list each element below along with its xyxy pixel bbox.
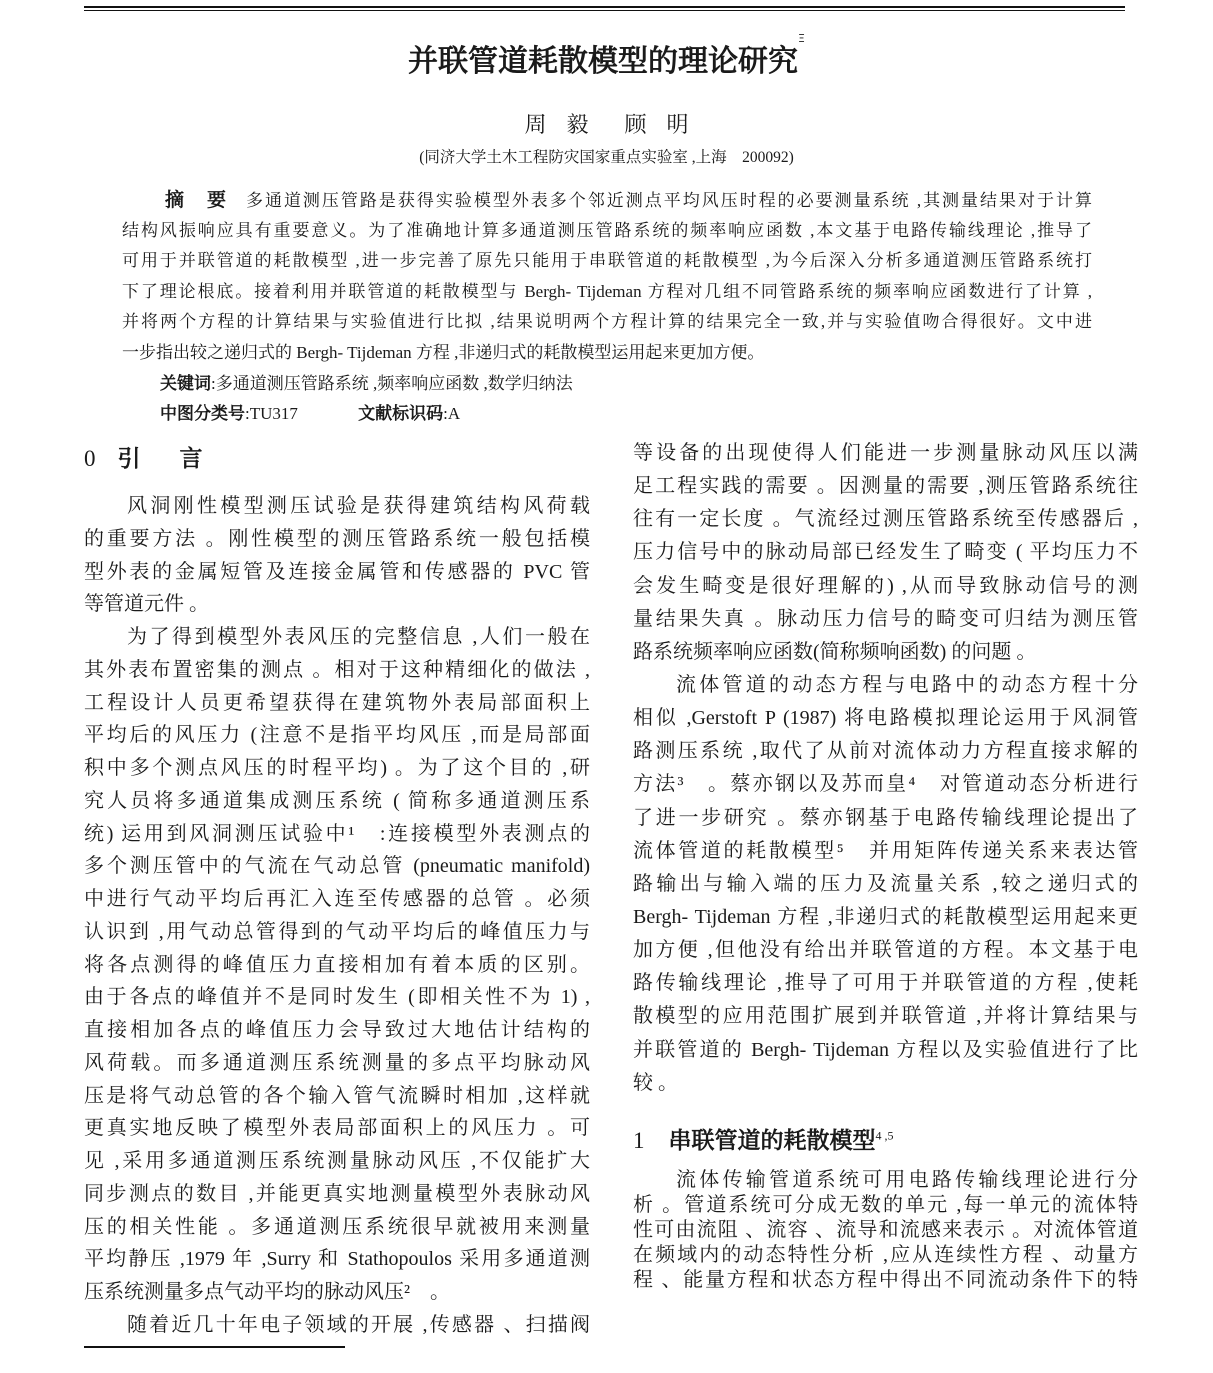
paragraph-line: 析 。管道系统可分成无数的单元 ,每一单元的流体特 bbox=[633, 1194, 1138, 1216]
paragraph-line: 压的相关性能 。多通道测压系统很早就被用来测量 bbox=[84, 1215, 590, 1238]
paragraph-line: 性可由流阻 、流容 、流导和流感来表示 。对流体管道 bbox=[633, 1219, 1138, 1241]
paragraph-line: 积中多个测点风压的时程平均) 。为了这个目的 ,研 bbox=[84, 757, 590, 779]
abstract-line bbox=[122, 185, 1092, 216]
clc-label: 中图分类号 bbox=[160, 403, 245, 424]
paragraph-line: 风荷载。而多通道测压系统测量的多点平均脉动风 bbox=[84, 1051, 590, 1074]
paragraph-line: 方法³ 。蔡亦钢以及苏而皇⁴ 对管道动态分析进行 bbox=[633, 773, 1138, 796]
paragraph-line: 随着近几十年电子领域的开展 ,传感器 、扫描阀 bbox=[127, 1313, 590, 1336]
title-footnote-mark: Ξ bbox=[798, 32, 805, 45]
paragraph-line: 的重要方法 。刚性模型的测压管路系统一般包括模 bbox=[84, 527, 590, 550]
section-refs: 4 ,5 bbox=[875, 1128, 894, 1143]
section-title: 串联管道的耗散模型 bbox=[668, 1128, 876, 1154]
paragraph-line: 加方便 ,但他没有给出并联管道的方程。本文基于电 bbox=[633, 939, 1138, 962]
paragraph-line: 路系统频率响应函数(简称频响函数) 的问题 。 bbox=[633, 640, 1037, 663]
paragraph-line: 路传输线理论 ,推导了可用于并联管道的方程 ,使耗 bbox=[633, 972, 1138, 995]
footnote-rule bbox=[84, 1346, 345, 1348]
paragraph-line: 压是将气动总管的各个输入管气流瞬时相加 ,这样就 bbox=[84, 1084, 590, 1107]
paragraph-line: 同步测点的数目 ,并能更真实地测量模型外表脉动风 bbox=[84, 1182, 590, 1205]
section1-column bbox=[633, 1168, 1138, 1293]
paragraph-line: 并联管道的 Bergh- Tijdeman 方程以及实验值进行了比 bbox=[633, 1038, 1138, 1061]
paragraph-line: 在频域内的动态特性分析 ,应从连续性方程 、动量方 bbox=[633, 1244, 1138, 1266]
author-char: 毅 bbox=[566, 112, 589, 137]
paragraph-line: 中进行气动平均后再汇入连至传感器的总管 。必须 bbox=[84, 888, 590, 910]
section-heading-0 bbox=[84, 440, 211, 473]
paragraph-line: 路测压系统 ,取代了从前对流体动力方程直接求解的 bbox=[633, 740, 1138, 763]
abstract-line: 下了理论根底。接着利用并联管道的耗散模型与 Bergh- Tijdeman 方程对几组不同管路系统的频率响应函数进行了计算 , bbox=[122, 281, 1092, 301]
paragraph-line: 为了得到模型外表风压的完整信息 ,人们一般在 bbox=[127, 626, 590, 648]
paragraph-line: 由于各点的峰值并不是同时发生 (即相关性不为 1) , bbox=[84, 986, 590, 1009]
doc-code-value: :A bbox=[443, 403, 461, 423]
paragraph-line: 足工程实践的需要 。因测量的需要 ,测压管路系统往 bbox=[633, 475, 1138, 498]
paragraph-line: 路输出与输入端的压力及流量关系 ,较之递归式的 bbox=[633, 872, 1138, 895]
abstract-text: 多通道测压管路是获得实验模型外表多个邻近测点平均风压时程的必要测量系统 ,其测量结果对于计算 bbox=[245, 191, 1092, 210]
paragraph-line: 风洞刚性模型测压试验是获得建筑结构风荷载 bbox=[127, 495, 590, 517]
paragraph-line: 型外表的金属短管及连接金属管和传感器的 PVC 管 bbox=[84, 560, 590, 583]
abstract-line: 结构风振响应具有重要意义。为了准确地计算多通道测压管路系统的频率响应函数 ,本文基于电路传输线理论 ,推导了 bbox=[122, 220, 1092, 240]
paragraph-line: 散模型的应用范围扩展到并联管道 ,并将计算结果与 bbox=[633, 1005, 1138, 1028]
paragraph-line: 见 ,采用多通道测压系统测量脉动风压 ,不仅能扩大 bbox=[84, 1150, 590, 1172]
abstract-line: 可用于并联管道的耗散模型 ,进一步完善了原先只能用于串联管道的耗散模型 ,为今后深入分析多通道测压管路系统打 bbox=[122, 251, 1092, 271]
keywords bbox=[122, 369, 1092, 399]
section-heading-1 bbox=[633, 1122, 894, 1155]
author-char: 明 bbox=[666, 112, 689, 137]
paper-title bbox=[0, 32, 1213, 80]
paragraph-line: 会发生畸变是很好理解的) ,从而导致脉动信号的测 bbox=[633, 574, 1138, 597]
paragraph-line: Bergh- Tijdeman 方程 ,非递归式的耗散模型运用起来更 bbox=[633, 905, 1138, 928]
keywords-text: :多通道测压管路系统 ,频率响应函数 ,数学归纳法 bbox=[211, 373, 573, 393]
paragraph-line: 多个测压管中的气流在气动总管 (pneumatic manifold) bbox=[84, 855, 590, 878]
paragraph-line: 工程设计人员更希望获得在建筑物外表局部面积上 bbox=[84, 691, 590, 714]
abstract-line: 一步指出较之递归式的 Bergh- Tijdeman 方程 ,非递归式的耗散模型运用起来更加方便。 bbox=[122, 342, 765, 362]
paragraph-line: 认识到 ,用气动总管得到的气动平均后的峰值压力与 bbox=[84, 920, 590, 943]
header-rule-bottom bbox=[84, 10, 1125, 11]
section-title: 引 言 bbox=[117, 446, 211, 472]
paragraph-line: 了进一步研究 。蔡亦钢基于电路传输线理论提出了 bbox=[633, 806, 1138, 829]
left-column bbox=[84, 490, 590, 1342]
abstract-line: 并将两个方程的计算结果与实验值进行比拟 ,结果说明两个方程计算的结果完全一致,并与实验值吻合得很好。文中进 bbox=[122, 312, 1092, 332]
paragraph-line: 更真实地反映了模型外表局部面积上的风压力 。可 bbox=[84, 1117, 590, 1140]
paragraph-line: 统) 运用到风洞测压试验中¹ :连接模型外表测点的 bbox=[84, 822, 590, 845]
paragraph-line: 往有一定长度 。气流经过测压管路系统至传感器后 , bbox=[633, 508, 1138, 531]
authors bbox=[0, 108, 1213, 139]
classification bbox=[122, 399, 1092, 429]
paragraph-line: 等设备的出现使得人们能进一步测量脉动风压以满 bbox=[633, 442, 1138, 464]
paragraph-line: 流体传输管道系统可用电路传输线理论进行分 bbox=[676, 1169, 1138, 1191]
paragraph-line: 压系统测量多点气动平均的脉动风压² 。 bbox=[84, 1281, 450, 1303]
doc-code-label: 文献标识码 bbox=[358, 403, 444, 424]
paragraph-line: 量结果失真 。脉动压力信号的畸变可归结为测压管 bbox=[633, 607, 1138, 630]
header-rule-top bbox=[84, 6, 1125, 8]
author-char: 周 bbox=[524, 112, 547, 137]
abstract-label: 摘 要 bbox=[165, 189, 228, 211]
paragraph-line: 程 、能量方程和状态方程中得出不同流动条件下的特 bbox=[633, 1269, 1138, 1291]
paragraph-line: 流体管道的动态方程与电路中的动态方程十分 bbox=[676, 673, 1138, 696]
affiliation: (同济大学土木工程防灾国家重点实验室 ,上海 200092) bbox=[419, 149, 794, 166]
author-char: 顾 bbox=[624, 112, 647, 137]
paragraph-line: 较 。 bbox=[633, 1071, 678, 1094]
paragraph-line: 相似 ,Gerstoft P (1987) 将电路模拟理论运用于风洞管 bbox=[633, 707, 1138, 730]
paragraph-line: 流体管道的耗散模型⁵ 并用矩阵传递关系来表达管 bbox=[633, 839, 1138, 862]
clc-value: :TU317 bbox=[245, 403, 298, 423]
paragraph-line: 等管道元件 。 bbox=[84, 593, 209, 616]
paragraph-line: 其外表布置密集的测点 。相对于这种精细化的做法 , bbox=[84, 658, 590, 681]
section-number: 1 bbox=[633, 1128, 645, 1153]
paragraph-line: 将各点测得的峰值压力直接相加有着本质的区别。 bbox=[84, 953, 590, 976]
right-column bbox=[633, 437, 1138, 1100]
abstract bbox=[122, 185, 1092, 429]
keywords-label: 关键词 bbox=[160, 373, 211, 394]
paragraph-line: 平均静压 ,1979 年 ,Surry 和 Stathopoulos 采用多通道测 bbox=[84, 1248, 590, 1271]
paragraph-line: 直接相加各点的峰值压力会导致过大地估计结构的 bbox=[84, 1019, 590, 1041]
paragraph-line: 究人员将多通道集成测压系统 ( 简称多通道测压系 bbox=[84, 789, 590, 812]
section-number: 0 bbox=[84, 446, 96, 471]
title-text: 并联管道耗散模型的理论研究 bbox=[408, 44, 799, 79]
paragraph-line: 压力信号中的脉动局部已经发生了畸变 ( 平均压力不 bbox=[633, 541, 1138, 564]
paragraph-line: 平均后的风压力 (注意不是指平均风压 ,而是局部面 bbox=[84, 724, 590, 747]
